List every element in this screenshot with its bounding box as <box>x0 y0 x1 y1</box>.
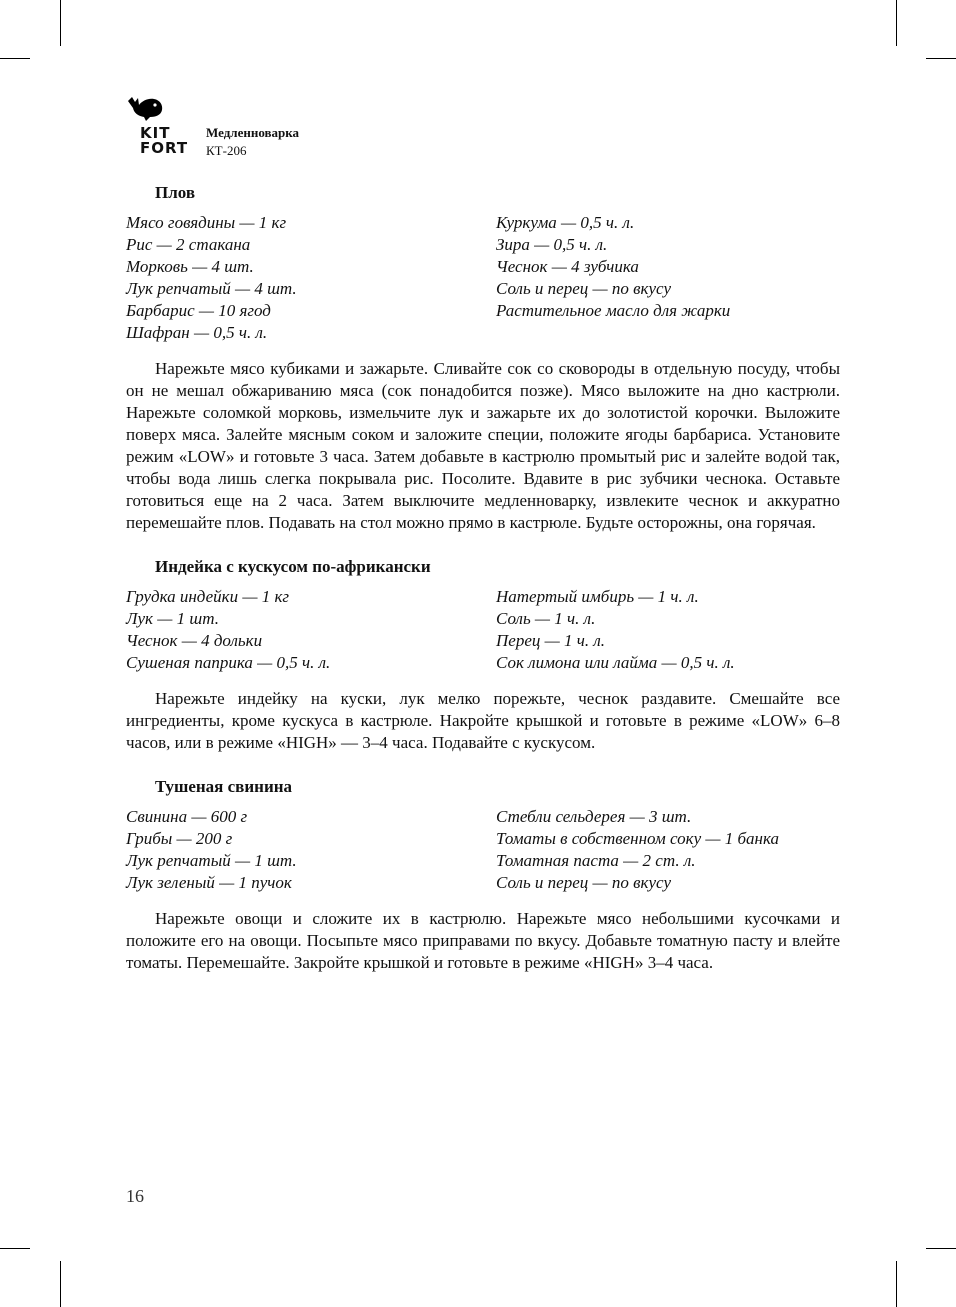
recipe-instructions: Нарежьте мясо кубиками и зажарьте. Сливайте сок со сковороды в отдельную посуду, чтобы он не мешал обжариванию мяса (сок понадобится позже). Мясо выложите на дно кастрюли. Нарежьте соломкой морковь, измельчите лук и зажарьте их до золотистой корочки. Выложите поверх мяса. Залейте мясным соком и заложите специи, положите ягоды барбариса. Установите режим «LOW» и готовьте 3 часа. Затем добавьте в кастрюлю промытый рис и залейте водой так, чтобы вода лишь слегка покрывала рис. Посолите. Вдавите в рис зубчики чеснока. Оставьте готовиться еще на 2 часа. Затем выключите медленноварку, извлеките чеснок и аккуратно перемешайте плов. Подавать на стол можно прямо в кастрюле. Будьте осторожны, она горячая. <box>126 359 840 532</box>
ingredient: Перец — 1 ч. л. <box>496 631 606 650</box>
ingredient: Свинина — 600 г <box>126 807 248 826</box>
crop-mark <box>60 0 61 46</box>
ingredient: Лук репчатый — 4 шт. <box>126 279 297 298</box>
crop-mark <box>926 1248 956 1249</box>
page-header <box>126 95 426 157</box>
ingredient: Соль и перец — по вкусу <box>496 873 671 892</box>
ingredient: Сушеная паприка — 0,5 ч. л. <box>126 653 331 672</box>
brand-logo <box>126 95 190 157</box>
ingredient: Чеснок — 4 дольки <box>126 631 263 650</box>
recipe-section <box>126 182 840 534</box>
crop-mark <box>896 0 897 46</box>
crop-mark <box>60 1261 61 1307</box>
brand-name-line2: FORT <box>140 139 189 157</box>
ingredient: Стебли сельдерея — 3 шт. <box>496 807 692 826</box>
ingredient: Томатная паста — 2 ст. л. <box>496 851 696 870</box>
ingredient: Натертый имбирь — 1 ч. л. <box>496 587 699 606</box>
ingredient: Лук репчатый — 1 шт. <box>126 851 297 870</box>
product-info <box>206 124 299 160</box>
crop-mark <box>896 1261 897 1307</box>
ingredient: Куркума — 0,5 ч. л. <box>496 213 635 232</box>
crop-mark <box>0 1248 30 1249</box>
whale-icon <box>126 95 166 123</box>
ingredients-left <box>126 806 496 894</box>
ingredient: Томаты в собственном соку — 1 банка <box>496 829 779 848</box>
product-name: Медленноварка <box>206 125 300 140</box>
crop-mark <box>926 58 956 59</box>
ingredients <box>126 806 840 894</box>
recipe-section <box>126 776 840 974</box>
recipe-instructions: Нарежьте овощи и сложите их в кастрюлю. Нарежьте мясо небольшими кусочками и положите его на овощи. Посыпьте мясо приправами по вкусу. Добавьте томатную пасту и влейте томаты. Перемешайте. Закройте крышкой и готовьте в режиме «HIGH» 3–4 часа. <box>126 909 840 972</box>
ingredient: Лук зеленый — 1 пучок <box>126 873 292 892</box>
ingredient: Морковь — 4 шт. <box>126 257 254 276</box>
ingredient: Зира — 0,5 ч. л. <box>496 235 608 254</box>
crop-mark <box>0 58 30 59</box>
ingredient: Соль и перец — по вкусу <box>496 279 671 298</box>
ingredient: Барбарис — 10 ягод <box>126 301 271 320</box>
ingredient: Шафран — 0,5 ч. л. <box>126 323 268 342</box>
recipe-instructions: Нарежьте индейку на куски, лук мелко порежьте, чеснок раздавите. Смешайте все ингредиенты, кроме кускуса в кастрюле. Накройте крышкой и готовьте в режиме «LOW» 6–8 часов, или в режиме «HIGH» — 3–4 часа. Подавайте с кускусом. <box>126 689 840 752</box>
ingredient: Лук — 1 шт. <box>126 609 219 628</box>
ingredients <box>126 586 840 674</box>
brand-name-line1: KIT <box>140 124 171 142</box>
ingredient: Мясо говядины — 1 кг <box>126 213 287 232</box>
recipe-title: Плов <box>155 183 196 202</box>
model-number: КТ-206 <box>206 143 247 158</box>
ingredient: Грудка индейки — 1 кг <box>126 587 290 606</box>
recipe-title: Тушеная свинина <box>155 777 293 796</box>
recipe-section <box>126 556 840 754</box>
ingredients-right <box>496 806 840 894</box>
ingredient: Грибы — 200 г <box>126 829 233 848</box>
page-number: 16 <box>126 1186 144 1206</box>
ingredient: Чеснок — 4 зубчика <box>496 257 639 276</box>
ingredients-left <box>126 586 496 674</box>
ingredient: Растительное масло для жарки <box>496 301 731 320</box>
ingredients-right <box>496 586 840 674</box>
recipes-content <box>126 182 840 996</box>
ingredient: Соль — 1 ч. л. <box>496 609 596 628</box>
ingredients-left <box>126 212 496 344</box>
ingredients <box>126 212 840 344</box>
ingredients-right <box>496 212 840 344</box>
recipe-title: Индейка с кускусом по-африкански <box>155 557 431 576</box>
ingredient: Рис — 2 стакана <box>126 235 251 254</box>
ingredient: Сок лимона или лайма — 0,5 ч. л. <box>496 653 735 672</box>
